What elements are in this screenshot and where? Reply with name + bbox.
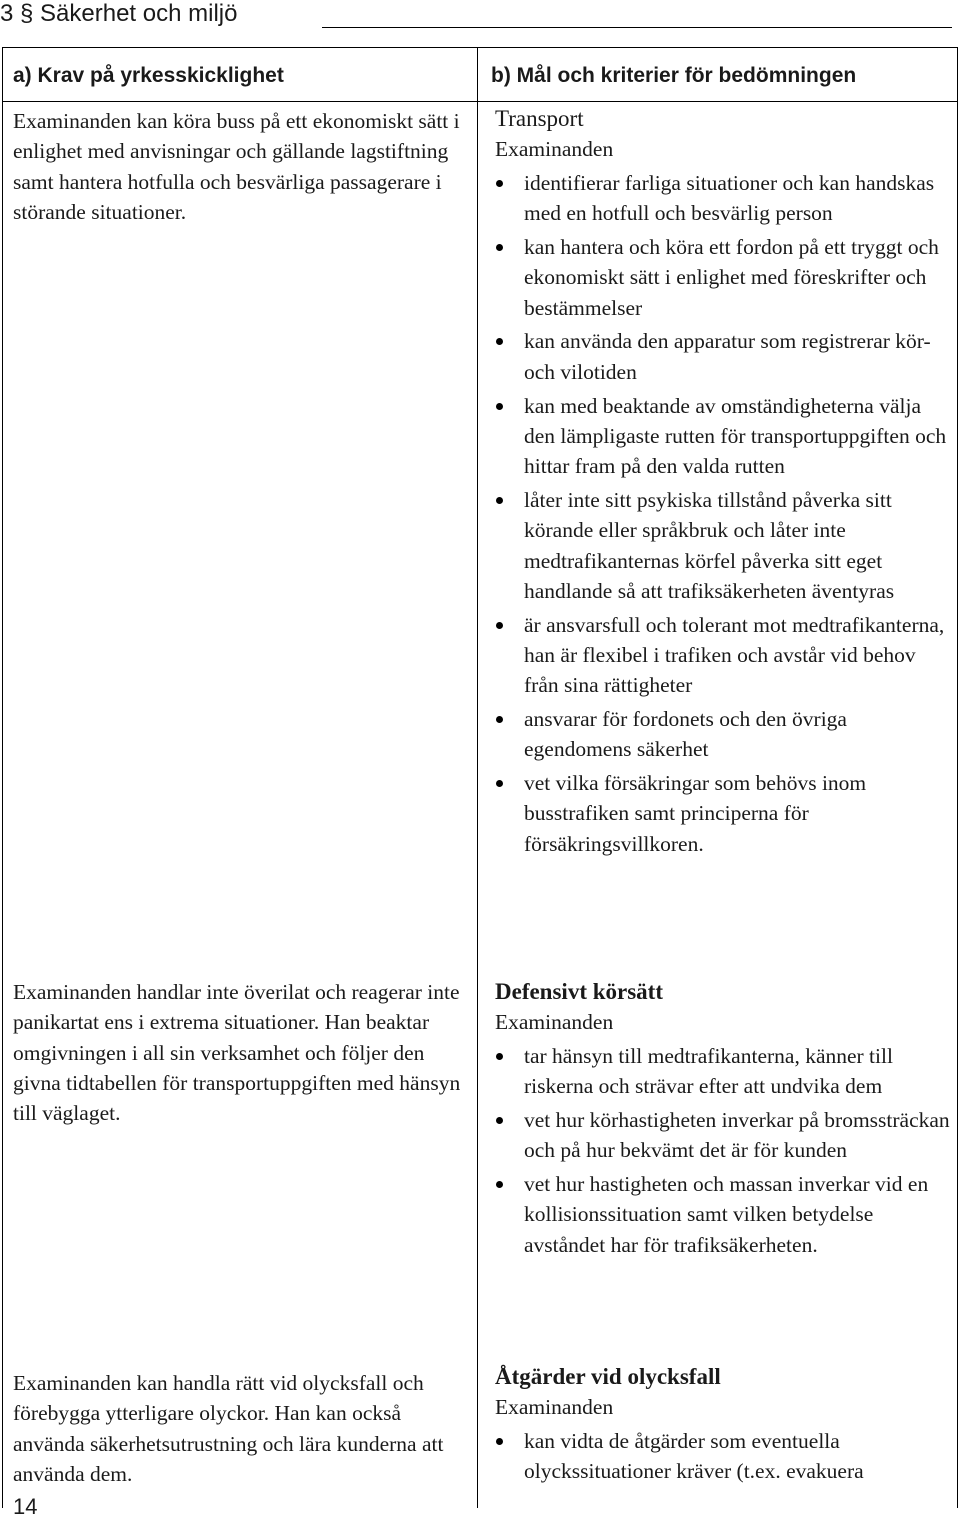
block-subtitle: Examinanden: [495, 137, 614, 161]
bullet-icon: [496, 780, 503, 787]
list-item-text: kan använda den apparatur som registrerar kör- och vilotiden: [524, 329, 931, 384]
list-item-text: ansvarar för fordonets och den övriga egendomens säkerhet: [524, 707, 847, 762]
list-item: [495, 610, 955, 701]
bullet-icon: [496, 622, 503, 629]
criteria-list: [495, 1426, 955, 1487]
block-title: Åtgärder vid olycksfall: [495, 1364, 721, 1389]
bullet-icon: [496, 1117, 503, 1124]
criteria-block-accidents: [495, 1362, 955, 1490]
criteria-block-transport: [495, 104, 955, 863]
block-title: Transport: [495, 106, 584, 131]
list-item-text: kan hantera och köra ett fordon på ett tryggt och ekonomiskt sätt i enlighet med föreskrifter och bestämmelser: [524, 235, 939, 320]
bullet-icon: [496, 716, 503, 723]
list-item: [495, 326, 955, 387]
page-number: 14: [13, 1494, 38, 1519]
list-item-text: vet hur körhastigheten inverkar på bromssträckan och på hur bekvämt det är för kunden: [524, 1108, 950, 1163]
section-title-text: 3 § Säkerhet och miljö: [0, 0, 238, 27]
list-item: [495, 168, 955, 229]
list-item: [495, 232, 955, 323]
list-item: [495, 391, 955, 482]
list-item-text: kan med beaktande av omständigheterna välja den lämpligaste rutten för transportuppgiften och hittar fram på den valda rutten: [524, 393, 947, 479]
requirement-paragraph-accidents: Examinanden kan handla rätt vid olycksfall och förebygga ytterligare olyckor. Han kan också använda säkerhetsutrustning och lära kunderna att använda dem.: [13, 1371, 444, 1486]
bullet-icon: [496, 1438, 503, 1445]
criteria-table: [2, 47, 958, 1508]
list-item-text: vet hur hastigheten och massan inverkar vid en kollisionssituation samt vilken betydelse avståndet har för trafiksäkerheten.: [524, 1172, 929, 1257]
criteria-block-defensive-driving: [495, 977, 955, 1264]
list-item-text: identifierar farliga situationer och kan handskas med en hotfull och besvärlig person: [524, 171, 935, 226]
bullet-icon: [496, 180, 503, 187]
list-item-text: vet vilka försäkringar som behövs inom busstrafiken samt principerna för försäkringsvillkoren.: [524, 771, 867, 856]
bullet-icon: [496, 497, 503, 504]
list-item: [495, 768, 955, 859]
list-item: [495, 485, 955, 606]
bullet-icon: [496, 403, 503, 410]
bullet-icon: [496, 244, 503, 251]
header-criteria: b) Mål och kriterier för bedömningen: [491, 64, 857, 87]
list-item: [495, 1105, 955, 1166]
list-item-text: kan vidta de åtgärder som eventuella olyckssituationer kräver (t.ex. evakuera: [524, 1429, 864, 1484]
list-item: [495, 704, 955, 765]
list-item-text: låter inte sitt psykiska tillstånd påverka sitt körande eller språkbruk och låter inte medtrafikanternas körfel påverka sitt eget handlande så att trafiksäkerheten äventyras: [524, 487, 895, 603]
bullet-icon: [496, 338, 503, 345]
criteria-list: [495, 168, 955, 859]
list-item: [495, 1169, 955, 1260]
bullet-icon: [496, 1053, 503, 1060]
block-subtitle: Examinanden: [495, 1010, 614, 1034]
requirement-paragraph-transport: Examinanden kan köra buss på ett ekonomiskt sätt i enlighet med anvisningar och gällande lagstiftning samt hantera hotfulla och besvärliga passagerare i störande situationer.: [13, 109, 460, 224]
header-requirements: a) Krav på yrkesskicklighet: [13, 64, 284, 87]
column-divider: [477, 48, 478, 1508]
block-title: Defensivt körsätt: [495, 979, 663, 1004]
bullet-icon: [496, 1181, 503, 1188]
list-item: [495, 1041, 955, 1102]
criteria-list: [495, 1041, 955, 1260]
block-subtitle: Examinanden: [495, 1395, 614, 1419]
list-item-text: är ansvarsfull och tolerant mot medtrafikanterna, han är flexibel i trafiken och avstår vid behov från sina rättigheter: [524, 612, 945, 698]
header-rule: [3, 101, 957, 102]
list-item-text: tar hänsyn till medtrafikanterna, känner till riskerna och strävar efter att undvika dem: [524, 1044, 893, 1099]
title-rule: [322, 27, 952, 28]
requirement-paragraph-defensive: Examinanden handlar inte överilat och reagerar inte panikartat ens i extrema situationer. Han beaktar omgivningen i all sin verksamhet och följer den givna tidtabellen för transportuppgiften med hänsyn till väglaget.: [13, 980, 461, 1126]
section-title: [0, 0, 960, 30]
list-item: [495, 1426, 955, 1487]
